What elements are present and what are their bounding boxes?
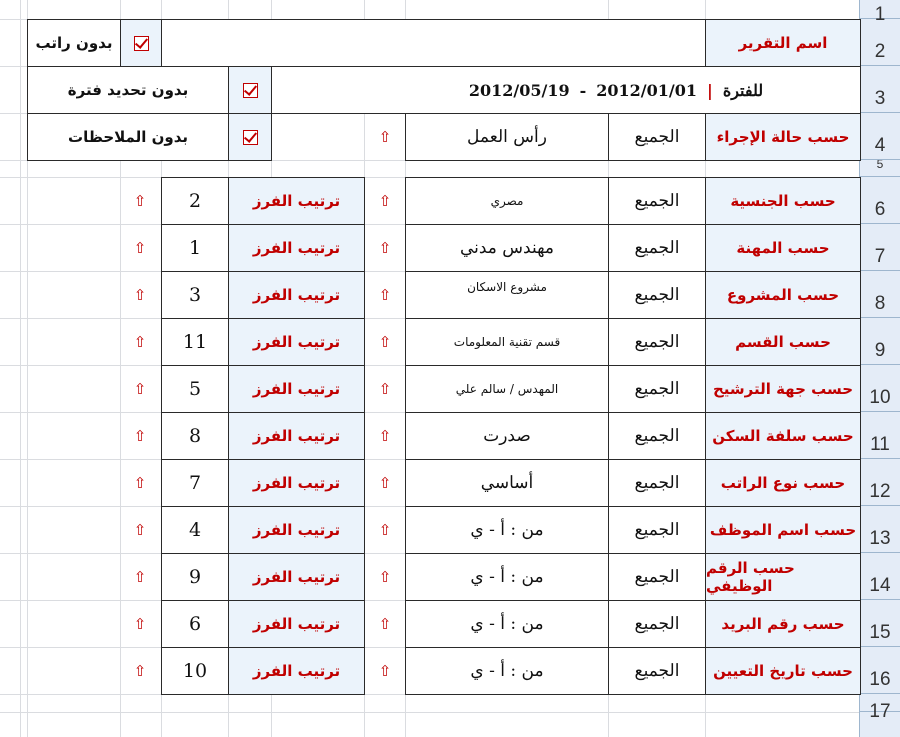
- no-period-label: بدون تحديد فترة: [67, 81, 189, 99]
- filter-scope-cell[interactable]: [608, 271, 706, 319]
- sort-order-value: 11: [182, 331, 208, 353]
- period-to: 2012/05/19: [468, 80, 570, 100]
- filter-label-cell: [705, 412, 861, 460]
- up-arrow-icon[interactable]: ⇧: [133, 520, 147, 539]
- up-arrow-icon[interactable]: ⇧: [133, 191, 147, 210]
- filter-label: حسب الرقم الوظيفي: [706, 559, 795, 595]
- report-name-label: اسم التقرير: [738, 34, 828, 52]
- sort-order-input[interactable]: [161, 224, 229, 272]
- sort-order-value: 8: [188, 425, 202, 447]
- period-cell[interactable]: [271, 66, 861, 114]
- up-arrow-icon[interactable]: ⇧: [378, 426, 392, 445]
- filter-value-cell[interactable]: [405, 553, 609, 601]
- filter-label-cell: [705, 365, 861, 413]
- filter-value-cell[interactable]: [405, 271, 609, 319]
- status-value-cell[interactable]: [405, 113, 609, 161]
- row-number[interactable]: 4: [860, 113, 900, 160]
- gridline-vertical: [20, 0, 21, 737]
- sort-order-value: 4: [188, 519, 202, 541]
- filter-label-cell: [705, 271, 861, 319]
- up-arrow-icon[interactable]: ⇧: [133, 473, 147, 492]
- row-number[interactable]: 12: [860, 459, 900, 506]
- checkbox-checked-icon[interactable]: [243, 83, 258, 98]
- up-arrow-icon[interactable]: ⇧: [133, 379, 147, 398]
- sort-order-input[interactable]: [161, 553, 229, 601]
- sort-order-value: 2: [188, 190, 202, 212]
- gridline-horizontal: [0, 712, 860, 713]
- filter-value-cell[interactable]: [405, 177, 609, 225]
- sort-order-input[interactable]: [161, 318, 229, 366]
- no-notes-label-cell: [27, 113, 229, 161]
- row-number[interactable]: 5: [860, 160, 900, 177]
- up-arrow-icon[interactable]: ⇧: [378, 520, 392, 539]
- checkbox-checked-icon[interactable]: [243, 130, 258, 145]
- filter-scope-cell[interactable]: [608, 365, 706, 413]
- sort-order-label: ترتيب الفرز: [252, 427, 341, 445]
- sort-order-label: ترتيب الفرز: [252, 239, 341, 257]
- sort-order-label-cell: [228, 600, 365, 648]
- up-arrow-icon[interactable]: ⇧: [378, 567, 392, 586]
- filter-label-cell: [705, 647, 861, 695]
- no-salary-label-cell: [27, 19, 121, 67]
- filter-scope: الجميع: [634, 238, 680, 258]
- sort-order-label-cell: [228, 412, 365, 460]
- row-number[interactable]: 14: [860, 553, 900, 600]
- period-dash: -: [579, 80, 587, 100]
- filter-label-cell: [705, 177, 861, 225]
- filter-scope: الجميع: [634, 285, 680, 305]
- filter-label: حسب القسم: [735, 333, 831, 351]
- sort-order-label: ترتيب الفرز: [252, 662, 341, 680]
- filter-scope-cell[interactable]: [608, 177, 706, 225]
- status-label-cell: [705, 113, 861, 161]
- sort-order-value: 6: [188, 613, 202, 635]
- up-arrow-icon[interactable]: ⇧: [133, 661, 147, 680]
- sort-order-label-cell: [228, 318, 365, 366]
- up-arrow-icon[interactable]: ⇧: [378, 332, 392, 351]
- sort-order-value: 3: [188, 284, 202, 306]
- sort-order-value: 9: [188, 566, 202, 588]
- sort-order-input[interactable]: [161, 177, 229, 225]
- up-arrow-icon[interactable]: ⇧: [133, 285, 147, 304]
- sort-order-input[interactable]: [161, 506, 229, 554]
- filter-label-cell: [705, 553, 861, 601]
- filter-value: من : أ - ي: [470, 520, 544, 540]
- sort-order-label: ترتيب الفرز: [252, 192, 341, 210]
- status-scope-cell[interactable]: [608, 113, 706, 161]
- filter-scope: الجميع: [634, 520, 680, 540]
- period-label: للفترة: [722, 80, 764, 100]
- no-notes-checkbox-cell[interactable]: [228, 113, 272, 161]
- no-notes-label: بدون الملاحظات: [68, 128, 188, 146]
- report-name-label-cell: [705, 19, 861, 67]
- sort-order-label-cell: [228, 365, 365, 413]
- sort-order-label: ترتيب الفرز: [252, 568, 341, 586]
- filter-label: حسب تاريخ التعيين: [713, 662, 853, 680]
- row-number[interactable]: 16: [860, 647, 900, 694]
- filter-scope-cell[interactable]: [608, 412, 706, 460]
- filter-scope: الجميع: [634, 614, 680, 634]
- filter-value: أساسي: [480, 473, 534, 493]
- filter-scope-cell[interactable]: [608, 459, 706, 507]
- up-arrow-icon[interactable]: ⇧: [133, 238, 147, 257]
- filter-value: مشروع الاسكان: [467, 280, 547, 294]
- filter-value: المهدس / سالم علي: [455, 382, 559, 396]
- row-number[interactable]: 3: [860, 66, 900, 113]
- status-value: رأس العمل: [467, 127, 547, 147]
- filter-scope-cell[interactable]: [608, 318, 706, 366]
- sort-order-input[interactable]: [161, 412, 229, 460]
- filter-value-cell[interactable]: [405, 506, 609, 554]
- filter-label: حسب نوع الراتب: [720, 474, 846, 492]
- sort-order-value: 5: [188, 378, 202, 400]
- filter-scope: الجميع: [634, 473, 680, 493]
- filter-value: مهندس مدني: [459, 238, 555, 258]
- sort-order-input[interactable]: [161, 365, 229, 413]
- filter-label: حسب الجنسية: [730, 192, 836, 210]
- row-number[interactable]: 8: [860, 271, 900, 318]
- filter-scope-cell[interactable]: [608, 506, 706, 554]
- row-number[interactable]: 17: [860, 694, 900, 712]
- sort-order-label: ترتيب الفرز: [252, 333, 341, 351]
- filter-value-cell[interactable]: [405, 600, 609, 648]
- period-display: 2012/05/19 - 2012/01/01 | للفترة: [468, 80, 764, 100]
- status-scope: الجميع: [634, 127, 680, 147]
- no-salary-checkbox-cell[interactable]: [120, 19, 162, 67]
- sort-order-label: ترتيب الفرز: [252, 380, 341, 398]
- up-arrow-icon[interactable]: ⇧: [378, 128, 392, 146]
- sort-order-value: 1: [188, 237, 202, 259]
- sort-order-label-cell: [228, 647, 365, 695]
- sort-order-label: ترتيب الفرز: [252, 474, 341, 492]
- sort-order-label-cell: [228, 553, 365, 601]
- filter-scope: الجميع: [634, 567, 680, 587]
- filter-label-cell: [705, 506, 861, 554]
- filter-label: حسب اسم الموظف: [709, 521, 857, 539]
- sort-order-input[interactable]: [161, 647, 229, 695]
- sort-order-input[interactable]: [161, 600, 229, 648]
- filter-value: صدرت: [483, 426, 531, 446]
- filter-scope: الجميع: [634, 191, 680, 211]
- filter-value-cell[interactable]: [405, 412, 609, 460]
- checkbox-checked-icon[interactable]: [134, 36, 149, 51]
- filter-value-cell[interactable]: [405, 459, 609, 507]
- row-number[interactable]: 9: [860, 318, 900, 365]
- row-number[interactable]: 15: [860, 600, 900, 647]
- filter-scope-cell[interactable]: [608, 553, 706, 601]
- sort-order-input[interactable]: [161, 459, 229, 507]
- report-name-input[interactable]: [161, 19, 706, 67]
- filter-value-cell[interactable]: [405, 318, 609, 366]
- filter-value: قسم تقنية المعلومات: [453, 335, 561, 349]
- no-salary-label: بدون راتب: [35, 34, 113, 52]
- sort-order-label: ترتيب الفرز: [252, 286, 341, 304]
- up-arrow-icon[interactable]: ⇧: [378, 473, 392, 492]
- sort-order-label: ترتيب الفرز: [252, 615, 341, 633]
- filter-label: حسب سلفة السكن: [712, 427, 854, 445]
- up-arrow-icon[interactable]: ⇧: [378, 614, 392, 633]
- filter-label-cell: [705, 600, 861, 648]
- up-arrow-icon[interactable]: ⇧: [133, 332, 147, 351]
- filter-label: حسب رقم البريد: [721, 615, 845, 633]
- sort-order-value: 10: [182, 660, 208, 682]
- filter-scope: الجميع: [634, 332, 680, 352]
- sort-order-label: ترتيب الفرز: [252, 521, 341, 539]
- row-number[interactable]: 13: [860, 506, 900, 553]
- row-number[interactable]: 2: [860, 19, 900, 66]
- filter-value-cell[interactable]: [405, 224, 609, 272]
- filter-label: حسب جهة الترشيح: [712, 380, 854, 398]
- filter-value-cell[interactable]: [405, 365, 609, 413]
- row-number[interactable]: 6: [860, 177, 900, 224]
- up-arrow-icon[interactable]: ⇧: [378, 661, 392, 680]
- filter-label-cell: [705, 318, 861, 366]
- up-arrow-icon[interactable]: ⇧: [133, 567, 147, 586]
- row-number[interactable]: 10: [860, 365, 900, 412]
- filter-scope-cell[interactable]: [608, 224, 706, 272]
- sort-order-label-cell: [228, 224, 365, 272]
- sort-order-label-cell: [228, 506, 365, 554]
- filter-label-cell: [705, 459, 861, 507]
- filter-label-cell: [705, 224, 861, 272]
- sort-order-label-cell: [228, 177, 365, 225]
- filter-label: حسب المشروع: [726, 286, 840, 304]
- filter-value: من : أ - ي: [470, 661, 544, 681]
- up-arrow-icon[interactable]: ⇧: [378, 191, 392, 210]
- sort-order-label-cell: [228, 459, 365, 507]
- filter-scope-cell[interactable]: [608, 600, 706, 648]
- filter-value: مصري: [490, 194, 524, 208]
- filter-value-cell[interactable]: [405, 647, 609, 695]
- filter-scope: الجميع: [634, 426, 680, 446]
- filter-value: من : أ - ي: [470, 567, 544, 587]
- filter-scope-cell[interactable]: [608, 647, 706, 695]
- status-label: حسب حالة الإجراء: [716, 128, 850, 146]
- up-arrow-icon[interactable]: ⇧: [133, 614, 147, 633]
- filter-scope: الجميع: [634, 661, 680, 681]
- up-arrow-icon[interactable]: ⇧: [378, 379, 392, 398]
- period-from: 2012/01/01: [596, 80, 697, 100]
- no-period-label-cell: [27, 66, 229, 114]
- up-arrow-icon[interactable]: ⇧: [133, 426, 147, 445]
- no-period-checkbox-cell[interactable]: [228, 66, 272, 114]
- row-number[interactable]: 7: [860, 224, 900, 271]
- up-arrow-icon[interactable]: ⇧: [378, 238, 392, 257]
- row-number[interactable]: 11: [860, 412, 900, 459]
- filter-value: من : أ - ي: [470, 614, 544, 634]
- sort-order-value: 7: [188, 472, 202, 494]
- up-arrow-icon[interactable]: ⇧: [378, 285, 392, 304]
- filter-label: حسب المهنة: [736, 239, 830, 257]
- sort-order-label-cell: [228, 271, 365, 319]
- sort-order-input[interactable]: [161, 271, 229, 319]
- row-number[interactable]: 1: [860, 0, 900, 19]
- filter-scope: الجميع: [634, 379, 680, 399]
